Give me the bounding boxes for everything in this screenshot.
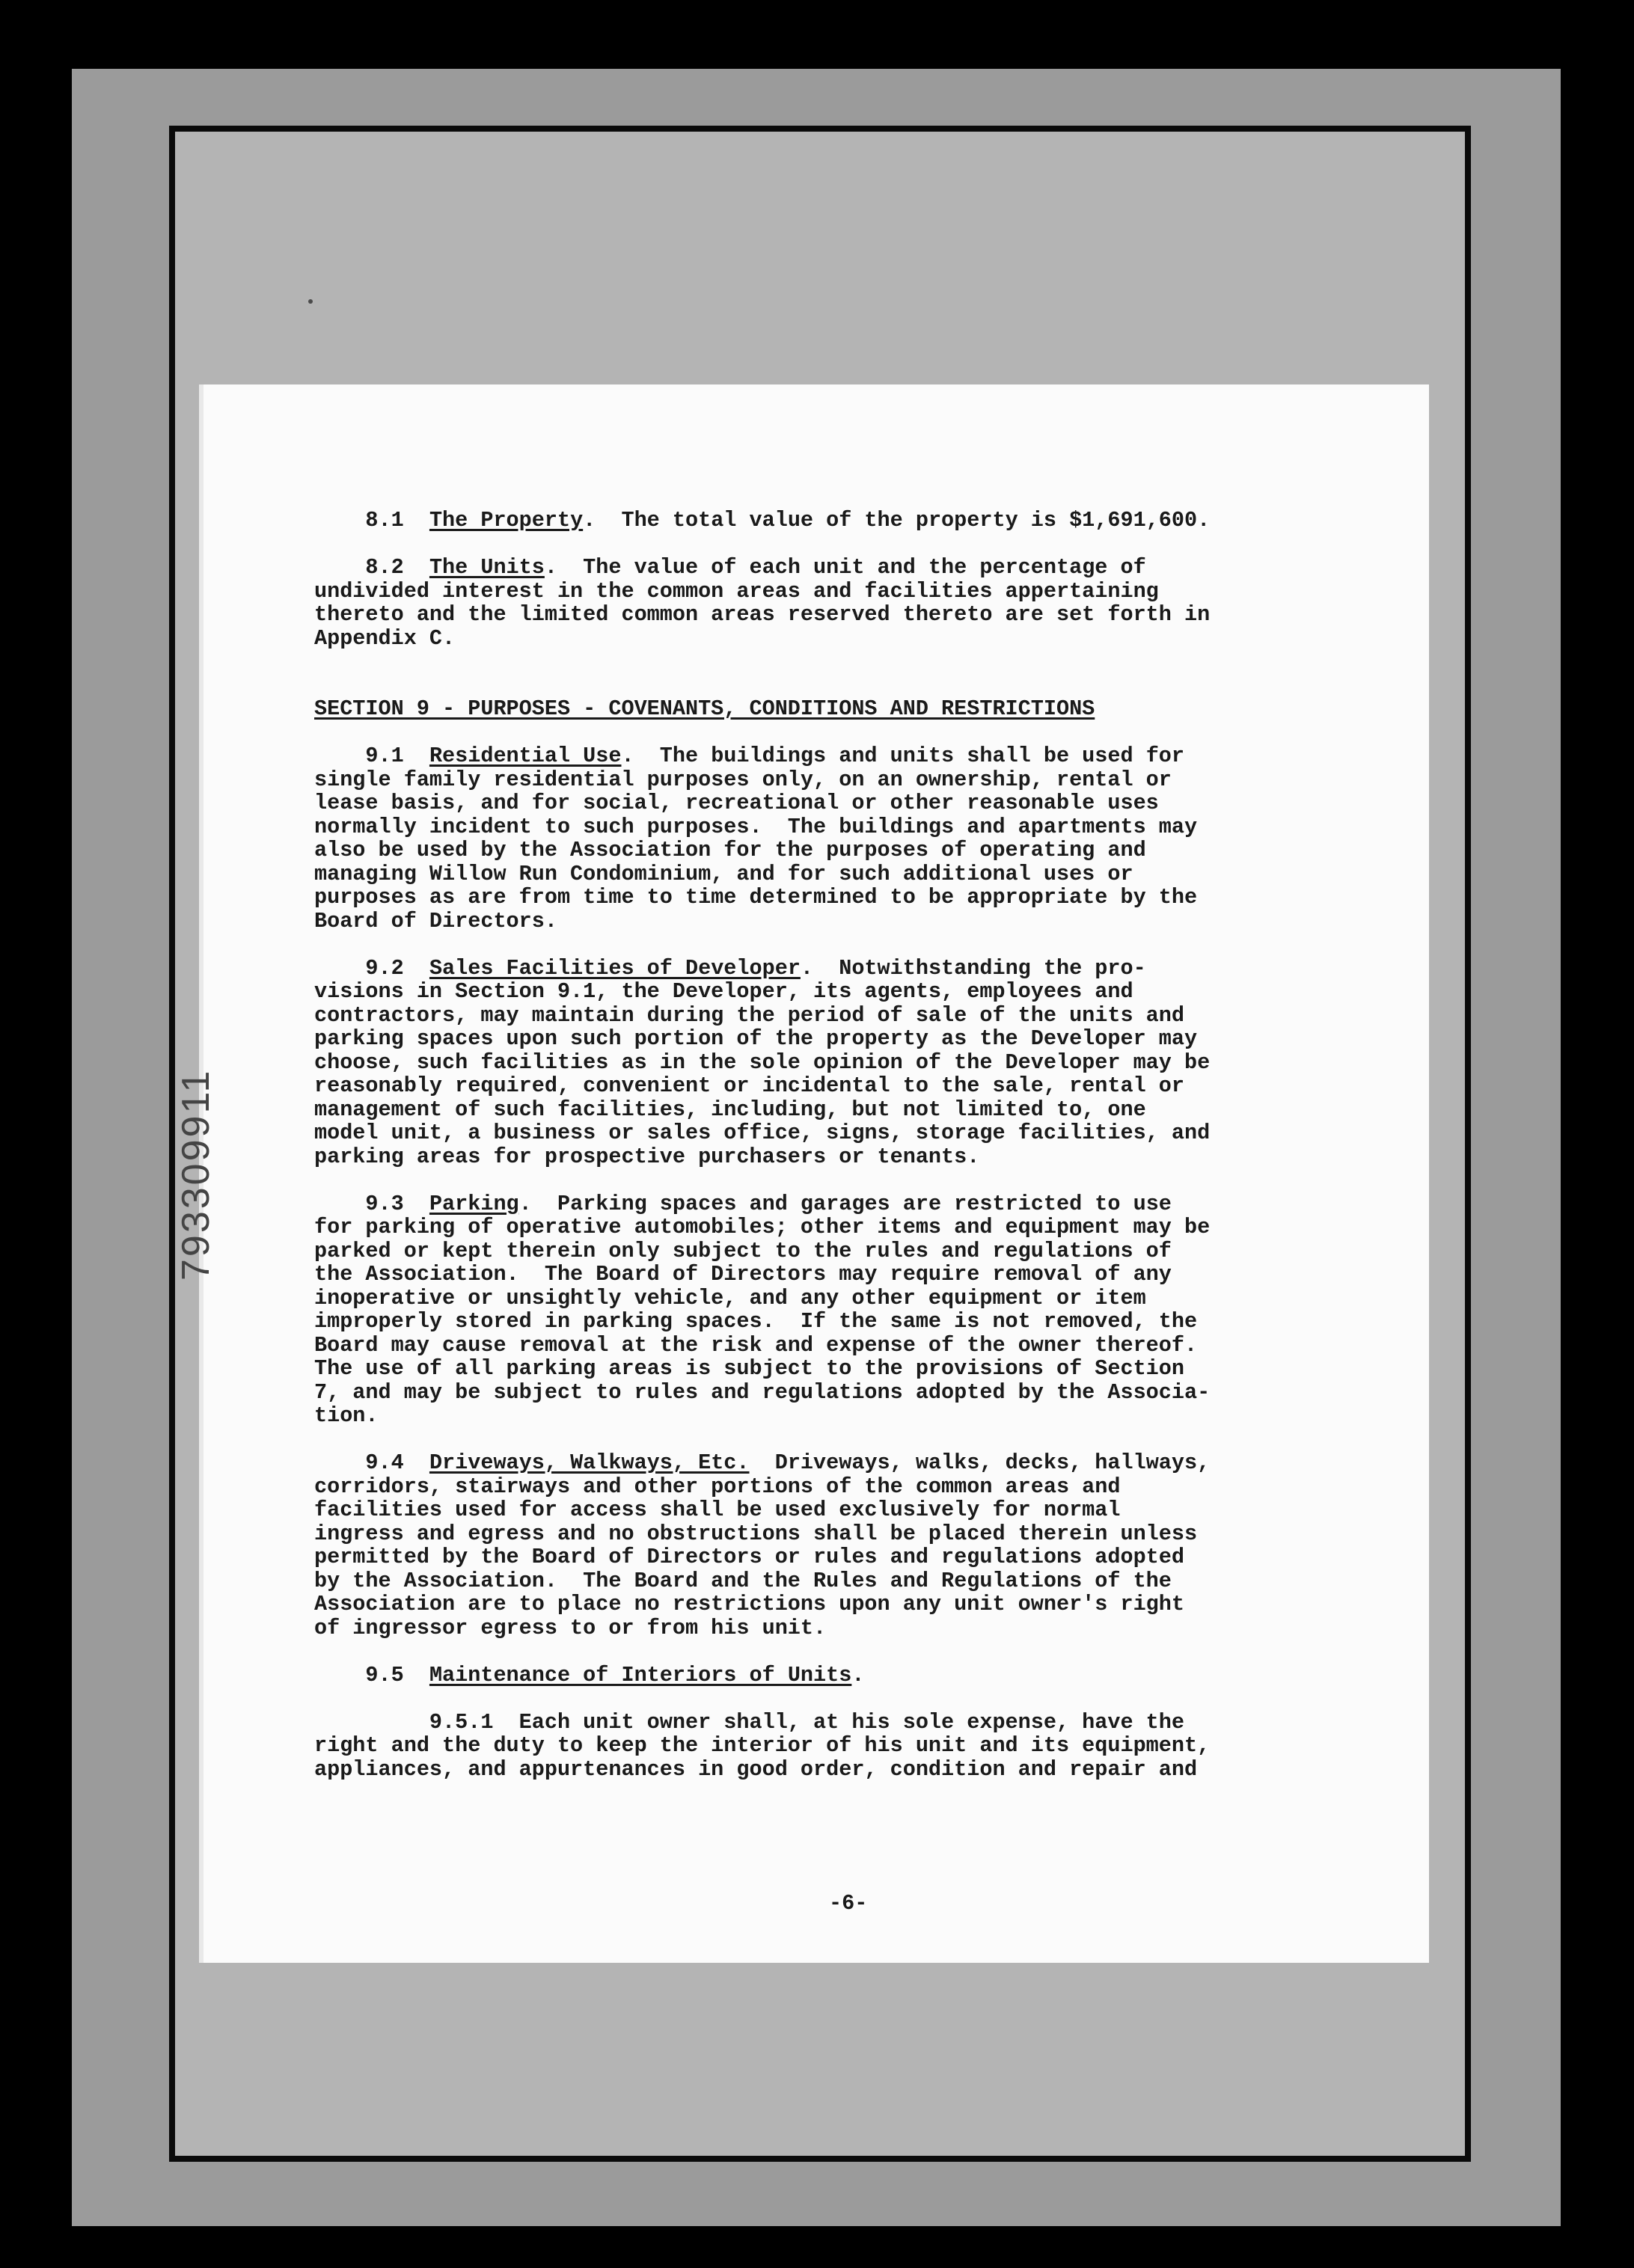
text-segment: Board may cause removal at the risk and expense of the owner thereof. bbox=[314, 1332, 1198, 1358]
underlined-heading: The Property bbox=[429, 508, 584, 533]
text-line bbox=[314, 1239, 1362, 1263]
text-line bbox=[314, 1004, 1362, 1028]
text-segment: normally incident to such purposes. The buildings and apartments may bbox=[314, 814, 1198, 839]
underlined-heading: Residential Use bbox=[429, 744, 622, 768]
text-line bbox=[314, 1098, 1362, 1122]
text-line bbox=[314, 980, 1362, 1004]
text-segment: choose, such facilities as in the sole opinion of the Developer may be bbox=[314, 1049, 1211, 1075]
text-segment: lease basis, and for social, recreational or other reasonable uses bbox=[314, 791, 1159, 815]
underlined-heading: The Units bbox=[429, 555, 545, 580]
text-segment: reasonably required, convenient or incidental to the sale, rental or bbox=[314, 1073, 1184, 1098]
text-segment: parking spaces upon such portion of the property as the Developer may bbox=[314, 1026, 1198, 1051]
text-line bbox=[314, 1192, 1362, 1216]
text-line bbox=[314, 791, 1362, 815]
text-segment: 9.2 bbox=[314, 955, 429, 981]
text-line bbox=[314, 627, 1362, 651]
page-number: -6- bbox=[829, 1891, 868, 1916]
text-segment: management of such facilities, including, but not limited to, one bbox=[314, 1097, 1146, 1122]
text-segment: Board of Directors. bbox=[314, 908, 557, 934]
text-segment: Appendix C. bbox=[314, 625, 456, 651]
text-line bbox=[314, 533, 1362, 557]
text-line bbox=[314, 650, 1362, 674]
text-segment: visions in Section 9.1, the Developer, its agents, employees and bbox=[314, 979, 1133, 1004]
text-line bbox=[314, 674, 1362, 698]
text-segment: corridors, stairways and other portions of the common areas and bbox=[314, 1474, 1121, 1499]
text-line bbox=[314, 1121, 1362, 1145]
text-segment: the Association. The Board of Directors may require removal of any bbox=[314, 1262, 1172, 1287]
text-line bbox=[314, 1522, 1362, 1546]
text-segment: permitted by the Board of Directors or rules and regulations adopted bbox=[314, 1545, 1184, 1569]
text-line bbox=[314, 1404, 1362, 1428]
text-segment: improperly stored in parking spaces. If the same is not removed, the bbox=[314, 1309, 1198, 1334]
text-line bbox=[314, 1569, 1362, 1593]
text-segment: inoperative or unsightly vehicle, and any other equipment or item bbox=[314, 1285, 1146, 1311]
text-segment: 9.3 bbox=[314, 1191, 429, 1216]
text-segment: appliances, and appurtenances in good order, condition and repair and bbox=[314, 1756, 1198, 1782]
text-line bbox=[314, 1357, 1362, 1381]
text-line bbox=[314, 1545, 1362, 1569]
text-segment: 9.1 bbox=[314, 744, 429, 768]
underlined-heading: Parking bbox=[429, 1191, 519, 1216]
text-line bbox=[314, 1074, 1362, 1098]
text-line bbox=[314, 1664, 1362, 1688]
text-line bbox=[314, 1381, 1362, 1405]
text-line bbox=[314, 1168, 1362, 1192]
text-line bbox=[314, 1616, 1362, 1640]
text-segment: 9.5 bbox=[314, 1662, 429, 1688]
text-segment: 9.5.1 Each unit owner shall, at his sole expense, have the bbox=[314, 1709, 1184, 1735]
text-line bbox=[314, 1310, 1362, 1334]
text-segment: for parking of operative automobiles; other items and equipment may be bbox=[314, 1215, 1211, 1239]
text-line bbox=[314, 1758, 1362, 1782]
text-segment: also be used by the Association for the purposes of operating and bbox=[314, 838, 1146, 862]
text-line bbox=[314, 697, 1362, 721]
underlined-heading: Driveways, Walkways, Etc. bbox=[429, 1450, 750, 1475]
text-segment: 8.2 bbox=[314, 555, 429, 580]
text-line bbox=[314, 1451, 1362, 1475]
text-line bbox=[314, 957, 1362, 981]
text-line bbox=[314, 1334, 1362, 1358]
text-line bbox=[314, 1498, 1362, 1522]
film-speck bbox=[308, 299, 313, 304]
text-line bbox=[314, 1145, 1362, 1169]
text-segment: tion. bbox=[314, 1403, 379, 1428]
text-segment: of ingressor egress to or from his unit. bbox=[314, 1615, 827, 1640]
text-segment: . The value of each unit and the percentage of bbox=[544, 555, 1146, 580]
text-line bbox=[314, 1263, 1362, 1287]
text-segment: managing Willow Run Condominium, and for such additional uses or bbox=[314, 861, 1133, 886]
underlined-heading: Maintenance of Interiors of Units bbox=[429, 1662, 852, 1688]
text-line bbox=[314, 1593, 1362, 1616]
text-segment: Association are to place no restrictions upon any unit owner's right bbox=[314, 1592, 1184, 1616]
text-line bbox=[314, 1734, 1362, 1758]
microfilm-stamp-number: 793309911 bbox=[174, 1068, 218, 1281]
text-line bbox=[314, 768, 1362, 792]
text-segment: 9.4 bbox=[314, 1450, 429, 1475]
text-segment: . The buildings and units shall be used for bbox=[621, 744, 1185, 768]
underlined-heading: SECTION 9 - PURPOSES - COVENANTS, CONDITIONS AND RESTRICTIONS bbox=[314, 696, 1095, 721]
text-segment: . Notwithstanding the pro- bbox=[800, 955, 1146, 981]
text-segment: 7, and may be subject to rules and regulations adopted by the Associa- bbox=[314, 1379, 1211, 1405]
text-segment: single family residential purposes only, on an ownership, rental or bbox=[314, 767, 1172, 792]
text-segment: ingress and egress and no obstructions shall be placed therein unless bbox=[314, 1521, 1198, 1546]
text-segment: parking areas for prospective purchasers or tenants. bbox=[314, 1144, 980, 1169]
text-line bbox=[314, 1711, 1362, 1735]
text-segment: purposes as are from time to time determined to be appropriate by the bbox=[314, 885, 1198, 910]
text-segment: facilities used for access shall be used exclusively for normal bbox=[314, 1498, 1121, 1522]
text-line bbox=[314, 603, 1362, 627]
text-segment: model unit, a business or sales office, signs, storage facilities, and bbox=[314, 1121, 1211, 1145]
text-segment: parked or kept therein only subject to the rules and regulations of bbox=[314, 1238, 1172, 1263]
text-segment: undivided interest in the common areas and facilities appertaining bbox=[314, 578, 1159, 604]
text-line bbox=[314, 1428, 1362, 1452]
text-segment: . bbox=[851, 1662, 865, 1688]
text-line bbox=[314, 1027, 1362, 1051]
text-segment: . Parking spaces and garages are restricted to use bbox=[518, 1191, 1172, 1216]
text-segment: . The total value of the property is $1,691,600. bbox=[583, 508, 1211, 533]
text-line bbox=[314, 815, 1362, 839]
text-line bbox=[314, 1287, 1362, 1311]
text-line bbox=[314, 933, 1362, 957]
text-line bbox=[314, 1216, 1362, 1239]
text-line bbox=[314, 721, 1362, 745]
text-segment: Driveways, walks, decks, hallways, bbox=[749, 1450, 1211, 1475]
text-segment: by the Association. The Board and the Rules and Regulations of the bbox=[314, 1568, 1172, 1593]
text-line bbox=[314, 910, 1362, 934]
text-line bbox=[314, 1687, 1362, 1711]
text-line bbox=[314, 509, 1362, 533]
text-line bbox=[314, 1640, 1362, 1664]
underlined-heading: Sales Facilities of Developer bbox=[429, 955, 801, 981]
text-line bbox=[314, 886, 1362, 910]
text-line bbox=[314, 1051, 1362, 1075]
text-segment: right and the duty to keep the interior of his unit and its equipment, bbox=[314, 1733, 1211, 1758]
text-segment: thereto and the limited common areas reserved thereto are set forth in bbox=[314, 602, 1211, 627]
text-segment: contractors, may maintain during the period of sale of the units and bbox=[314, 1002, 1184, 1028]
text-line bbox=[314, 839, 1362, 862]
text-line bbox=[314, 862, 1362, 886]
text-line bbox=[314, 744, 1362, 768]
text-segment: 8.1 bbox=[314, 508, 429, 533]
text-line bbox=[314, 1475, 1362, 1499]
document-body bbox=[314, 509, 1362, 1781]
text-segment: The use of all parking areas is subject to the provisions of Section bbox=[314, 1356, 1184, 1381]
text-line bbox=[314, 580, 1362, 604]
text-line bbox=[314, 556, 1362, 580]
